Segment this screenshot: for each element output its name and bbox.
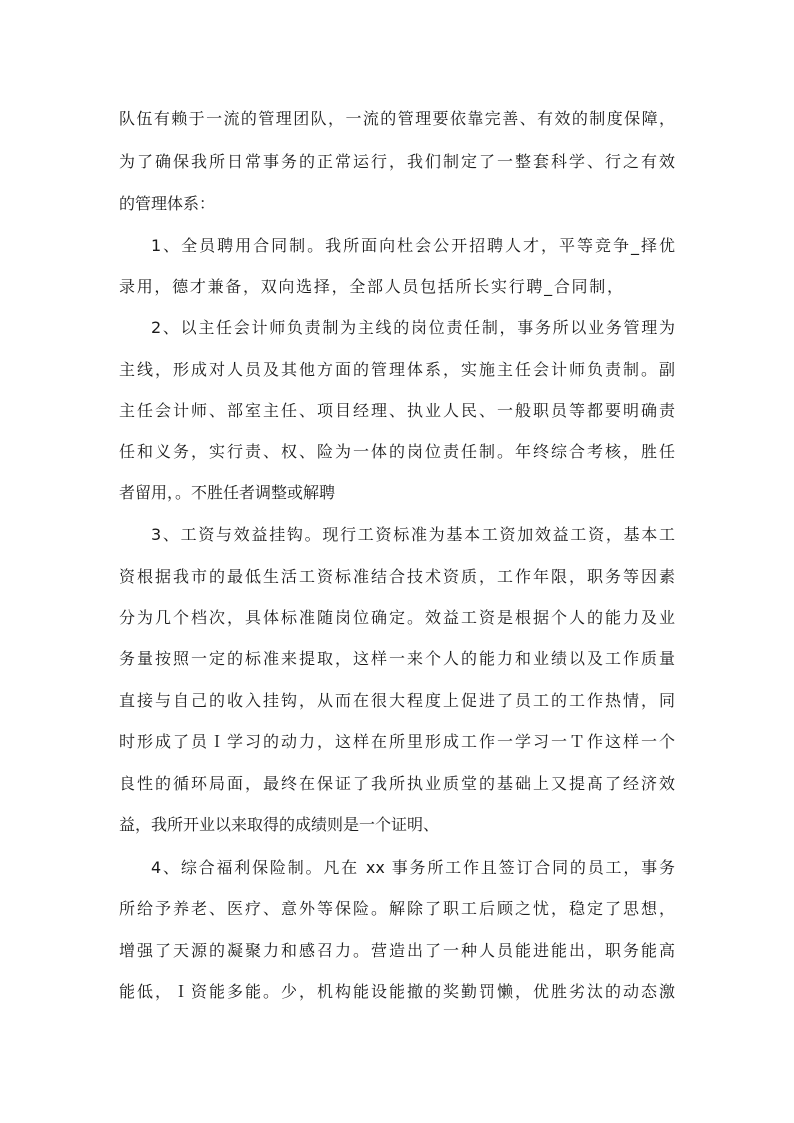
paragraph-line: 所给予养老、医疗、意外等保险。解除了职工后顾之忧，稳定了思想， [119,899,675,918]
paragraph-line: 资根据我市的最低生活工资标准结合技术资质，工作年限，职务等因素 [119,567,675,586]
paragraph-line: 队伍有赖于一流的管理团队，一流的管理要依靠完善、有效的制度保障， [119,109,675,128]
paragraph-line: 能低，Ｉ资能多能。少，机构能设能撤的奖勤罚懒，优胜劣汰的动态激 [119,982,675,1001]
paragraph-line: 录用，德才兼备，双向选择，全部人员包括所长实行聘_合同制， [119,277,623,296]
paragraph-line: 1、全员聘用合同制。我所面向杜会公开招聘人才，平等竞争_择优 [151,236,675,255]
paragraph-line: 的管理体系： [119,194,216,213]
paragraph-line: 时形成了员Ｉ学习的动力，这样在所里形成工作一学习一Ｔ作这样一个 [119,732,675,751]
paragraph-line: 4、综合福利保险制。凡在 xx 事务所工作且签订合同的员工，事务 [151,858,675,877]
paragraph-line: 益，我所开业以来取得的成绩则是一个证明、 [119,815,440,834]
paragraph-line: 务量按照一定的标准来提取，这样一来个人的能力和业绩以及工作质量 [119,649,675,668]
paragraph-line: 2、以主任会计师负责制为主线的岗位责任制，事务所以业务管理为 [151,318,675,337]
paragraph-line: 任和义务，实行责、权、险为一体的岗位责任制。年终综合考核，胜任 [119,442,675,461]
paragraph-line: 主任会计师、部室主任、项目经理、执业人民、一般职员等都要明确责 [119,401,675,420]
paragraph-line: 主线，形成对人员及其他方面的管理体系，实施主任会计师负责制。副 [119,360,675,379]
paragraph-line: 3、工资与效益挂钩。现行工资标准为基本工资加效益工资，基本工 [151,525,675,544]
paragraph-line: 良性的循环局面，最终在保证了我所执业质堂的基础上又提髙了经济效 [119,774,675,793]
paragraph-line: 为了确保我所日常事务的正常运行，我们制定了一整套科学、行之有效 [119,152,675,171]
paragraph-line: 者留用，。不胜任者调整或解聘 [119,483,336,502]
paragraph-line: 直接与自己的收入挂钩，从而在很大程度上促进了员工的工作热情，同 [119,691,675,710]
paragraph-line: 分为几个档次，具体标准随岗位确定。效益工资是根据个人的能力及业 [119,608,675,627]
paragraph-line: 增强了天源的凝聚力和感召力。营造出了一种人员能进能出，职务能高 [119,941,675,960]
